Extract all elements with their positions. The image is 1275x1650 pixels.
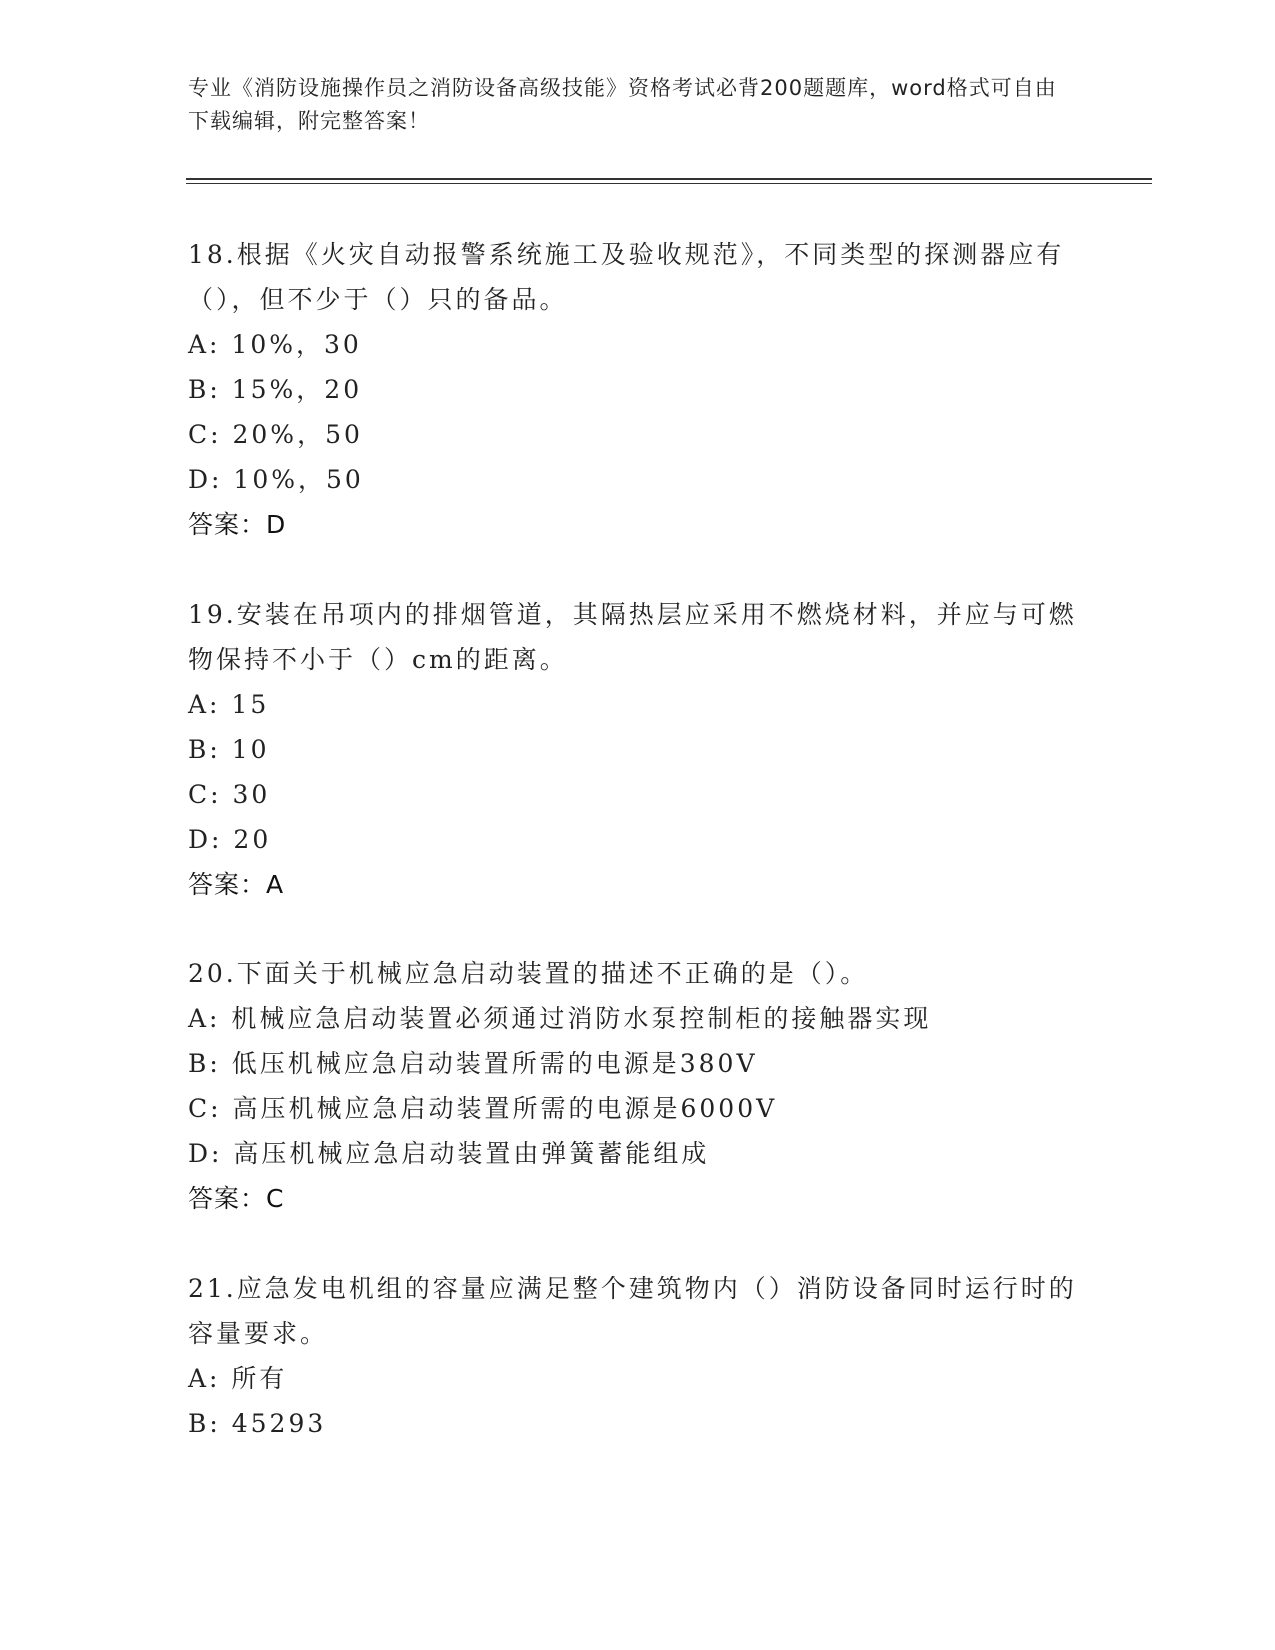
question-21 (188, 1266, 1088, 1446)
option-b: B: 45293 (188, 1409, 327, 1438)
option-c: C: 高压机械应急启动装置所需的电源是6000V (188, 1094, 778, 1123)
option-a: A: 所有 (188, 1364, 288, 1393)
header-divider-thick (186, 178, 1152, 180)
document-header: 专业《消防设施操作员之消防设备高级技能》资格考试必背200题题库，word格式可自由下载编辑，附完整答案！ (188, 76, 1057, 133)
option-b: B: 15%，20 (188, 375, 363, 404)
answer: 答案：C (188, 1184, 285, 1213)
answer: 答案：D (188, 510, 287, 539)
question-stem: 20.下面关于机械应急启动装置的描述不正确的是（）。 (188, 959, 869, 988)
question-19 (188, 592, 1088, 907)
option-d: D: 20 (188, 825, 272, 854)
option-b: B: 10 (188, 735, 270, 764)
option-b: B: 低压机械应急启动装置所需的电源是380V (188, 1049, 758, 1078)
option-d: D: 10%，50 (188, 465, 364, 494)
question-18 (188, 232, 1088, 547)
question-stem: 21.应急发电机组的容量应满足整个建筑物内（）消防设备同时运行时的容量要求。 (188, 1274, 1077, 1348)
option-a: A: 10%，30 (188, 330, 362, 359)
option-c: C: 20%，50 (188, 420, 363, 449)
question-stem: 19.安装在吊项内的排烟管道，其隔热层应采用不燃烧材料，并应与可燃物保持不小于（）cm的距离。 (188, 600, 1077, 674)
option-a: A: 15 (188, 690, 270, 719)
answer: 答案：A (188, 870, 285, 899)
header-divider-thin (186, 183, 1152, 184)
question-20 (188, 951, 1088, 1221)
option-a: A: 机械应急启动装置必须通过消防水泵控制柜的接触器实现 (188, 1004, 932, 1033)
option-c: C: 30 (188, 780, 271, 809)
question-stem: 18.根据《火灾自动报警系统施工及验收规范》，不同类型的探测器应有（），但不少于（）只的备品。 (188, 240, 1065, 314)
option-d: D: 高压机械应急启动装置由弹簧蓄能组成 (188, 1139, 710, 1168)
